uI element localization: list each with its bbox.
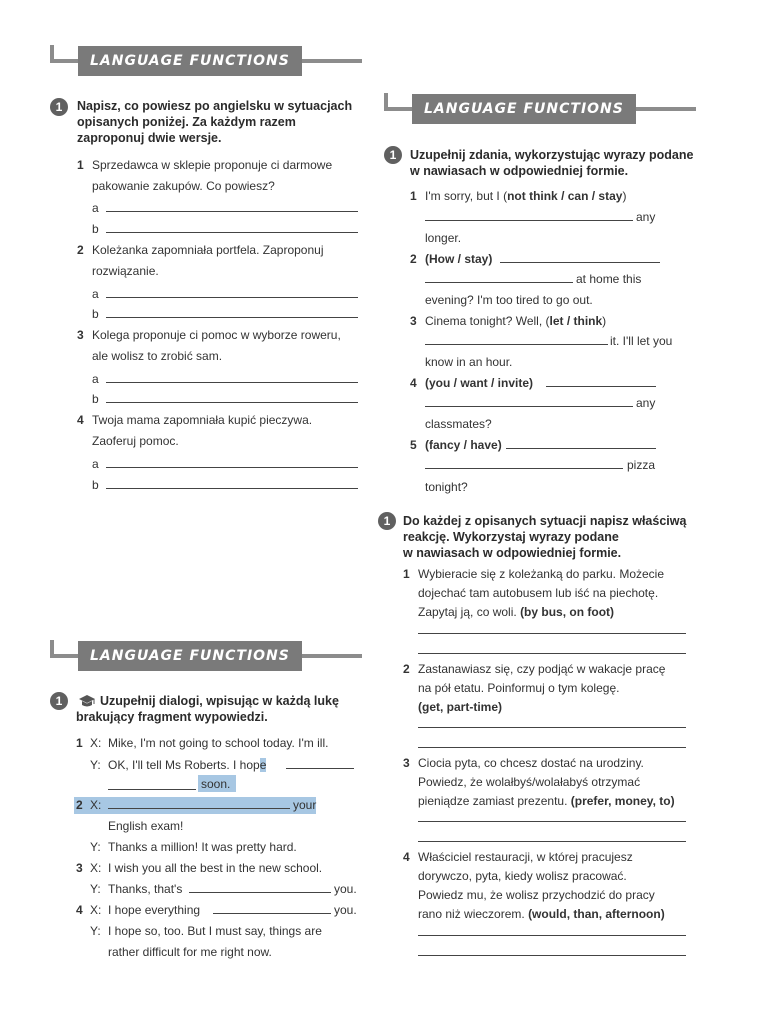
speaker-y: Y:: [90, 758, 101, 772]
answer-line[interactable]: [418, 633, 686, 634]
word-hint: (by bus, on foot): [520, 605, 615, 619]
section-header-3: [50, 640, 362, 674]
item-number: 1: [77, 158, 84, 172]
answer-line[interactable]: [106, 211, 358, 212]
item-text: Wybieracie się z koleżanką do parku. Możecie: [418, 567, 665, 581]
answer-line[interactable]: [106, 467, 358, 468]
item-text: rozwiązanie.: [92, 264, 159, 278]
word-hint: (prefer, money, to): [570, 794, 675, 808]
item-text-start: I'm sorry, but I (: [425, 189, 508, 203]
item-number: 2: [76, 798, 83, 812]
answer-line[interactable]: [106, 488, 358, 489]
item-text: dorywczo, pyta, kiedy wolisz pracować.: [418, 869, 627, 883]
speaker-x: X:: [90, 861, 102, 875]
answer-line[interactable]: [418, 727, 686, 728]
item-number: 1: [76, 736, 83, 750]
item-number: 4: [76, 903, 83, 917]
item-number: 4: [410, 376, 417, 390]
exercise-number-badge: 1: [378, 512, 396, 530]
answer-line[interactable]: [546, 386, 656, 387]
item-text: Twoja mama zapomniała kupić pieczywa.: [92, 413, 313, 427]
answer-line[interactable]: [418, 935, 686, 936]
answer-line[interactable]: [506, 448, 656, 449]
item-number: 2: [77, 243, 84, 257]
speaker-y: Y:: [90, 840, 101, 854]
answer-line[interactable]: [286, 768, 354, 769]
highlighted-text: e: [259, 758, 267, 772]
item-text: [418, 907, 665, 921]
instruction-line: Do każdej z opisanych sytuacji napisz właściwą: [403, 514, 687, 528]
item-number: 3: [403, 756, 410, 770]
item-number: 2: [403, 662, 410, 676]
dialogue-text: you.: [334, 882, 357, 896]
answer-line[interactable]: [418, 653, 686, 654]
section-header-2: [384, 93, 696, 127]
word-hint: (fancy / have): [425, 438, 502, 452]
answer-line[interactable]: [425, 406, 633, 407]
speaker-y: Y:: [90, 882, 101, 896]
answer-line[interactable]: [108, 808, 290, 809]
word-hint: (How / stay): [425, 252, 493, 266]
item-text: Zaoferuj pomoc.: [92, 434, 179, 448]
item-text: any: [636, 396, 656, 410]
word-hint: not think / can / stay: [507, 189, 623, 203]
answer-line[interactable]: [106, 297, 358, 298]
item-number: 1: [410, 189, 417, 203]
word-hint: (get, part-time): [418, 700, 502, 714]
answer-label-a: a: [92, 287, 99, 301]
item-text: dojechać tam autobusem lub iść na piechotę.: [418, 586, 659, 600]
instruction-line: w nawiasach w odpowiedniej formie.: [410, 164, 629, 178]
item-number: 5: [410, 438, 417, 452]
dialogue-text: I hope so, too. But I must say, things are: [108, 924, 322, 938]
answer-line[interactable]: [418, 747, 686, 748]
item-text: Właściciel restauracji, w której pracujesz: [418, 850, 633, 864]
item-text: any: [636, 210, 656, 224]
exercise-number-badge: 1: [384, 146, 402, 164]
answer-label-a: a: [92, 201, 99, 215]
word-hint: (would, than, afternoon): [528, 907, 665, 921]
item-number: 3: [410, 314, 417, 328]
dialogue-line: I wish you all the best in the new school.: [108, 861, 323, 875]
item-number: 1: [403, 567, 410, 581]
dialogue-text: Thanks, that's: [108, 882, 183, 896]
item-text: Sprzedawca w sklepie proponuje ci darmowe: [92, 158, 333, 172]
item-text: classmates?: [425, 417, 492, 431]
dialogue-text: rather difficult for me right now.: [108, 945, 272, 959]
item-text: [425, 189, 626, 203]
header-title: LANGUAGE FUNCTIONS: [412, 94, 636, 124]
item-text: Powiedz mu, że wolisz przychodzić do pracy: [418, 888, 655, 902]
item-text-end: ): [622, 189, 627, 203]
dialogue-text: your: [293, 798, 317, 812]
item-number: 2: [410, 252, 417, 266]
answer-label-b: b: [92, 392, 99, 406]
item-text: longer.: [425, 231, 462, 245]
instruction-line: reakcję. Wykorzystaj wyrazy podane: [403, 530, 619, 544]
item-text-part: Zapytaj ją, co woli.: [418, 605, 517, 619]
instruction-line: Uzupełnij zdania, wykorzystując wyrazy podane: [410, 148, 694, 162]
item-number: 4: [77, 413, 84, 427]
item-text-part: rano niż wieczorem.: [418, 907, 525, 921]
dialogue-text: English exam!: [108, 819, 184, 833]
item-text: ale wolisz to zrobić sam.: [92, 349, 223, 363]
dialogue-text: you.: [334, 903, 357, 917]
item-text: Powiedz, że wolałbyś/wolałabyś otrzymać: [418, 775, 641, 789]
answer-line[interactable]: [425, 220, 633, 221]
answer-line[interactable]: [213, 913, 331, 914]
item-number: 4: [403, 850, 410, 864]
answer-line[interactable]: [106, 232, 358, 233]
answer-highlight[interactable]: [108, 797, 316, 814]
item-text: at home this: [576, 272, 642, 286]
answer-line[interactable]: [425, 468, 623, 469]
item-text: [418, 794, 675, 808]
item-text: pizza: [627, 458, 656, 472]
answer-line[interactable]: [106, 402, 358, 403]
answer-line[interactable]: [418, 821, 686, 822]
item-text: know in an hour.: [425, 355, 513, 369]
item-text: [418, 605, 614, 619]
exercise-number-badge: 1: [50, 692, 68, 710]
item-text: Kolega proponuje ci pomoc w wyborze roweru,: [92, 328, 341, 342]
item-number: 3: [77, 328, 84, 342]
answer-line[interactable]: [189, 892, 331, 893]
item-text: [425, 314, 606, 328]
exercise-1-instruction: [77, 98, 352, 146]
answer-line[interactable]: [418, 955, 686, 956]
item-text: na pół etatu. Poinformuj o tym kolegę.: [418, 681, 620, 695]
instruction-line: opisanych poniżej. Za każdym razem: [77, 115, 296, 129]
answer-line[interactable]: [425, 282, 573, 283]
answer-line[interactable]: [106, 317, 358, 318]
speaker-x: X:: [90, 903, 102, 917]
dialogue-line: [108, 758, 266, 772]
header-title: LANGUAGE FUNCTIONS: [78, 46, 302, 76]
item-text: pakowanie zakupów. Co powiesz?: [92, 179, 275, 193]
exercise-number-badge: 1: [50, 98, 68, 116]
instruction-line: zaproponuj dwie wersje.: [77, 131, 222, 145]
item-text: evening? I'm too tired to go out.: [425, 293, 593, 307]
dialogue-text: soon.: [201, 777, 231, 791]
answer-line[interactable]: [425, 344, 608, 345]
instruction-line: w nawiasach w odpowiedniej formie.: [403, 546, 622, 560]
header-title: LANGUAGE FUNCTIONS: [78, 641, 302, 671]
speaker-x: X:: [90, 736, 102, 750]
answer-label-a: a: [92, 457, 99, 471]
exercise-4-instruction: [76, 693, 339, 725]
answer-label-b: b: [92, 222, 99, 236]
instruction-line: brakujący fragment wypowiedzi.: [76, 710, 268, 724]
word-hint: (you / want / invite): [425, 376, 534, 390]
word-hint: let / think: [549, 314, 603, 328]
exercise-3-instruction: [403, 513, 686, 561]
speaker-y: Y:: [90, 924, 101, 938]
item-text-end: ): [602, 314, 607, 328]
item-number: 3: [76, 861, 83, 875]
item-text: it. I'll let you: [610, 334, 673, 348]
instruction-line: Uzupełnij dialogi, wpisując w każdą lukę: [100, 694, 339, 708]
item-text: tonight?: [425, 480, 468, 494]
dialogue-line: Thanks a million! It was pretty hard.: [108, 840, 297, 854]
answer-line[interactable]: [108, 789, 196, 790]
answer-label-a: a: [92, 372, 99, 386]
answer-label-b: b: [92, 478, 99, 492]
item-text-part: pieniądze zamiast prezentu.: [418, 794, 568, 808]
answer-line[interactable]: [106, 382, 358, 383]
speaker-x: X:: [90, 798, 102, 812]
instruction-line: Napisz, co powiesz po angielsku w sytuacjach: [77, 99, 353, 113]
answer-line[interactable]: [418, 841, 686, 842]
answer-label-b: b: [92, 307, 99, 321]
dialogue-line: Mike, I'm not going to school today. I'm ill.: [108, 736, 329, 750]
exercise-2-instruction: [410, 147, 693, 179]
answer-line[interactable]: [500, 262, 660, 263]
item-text: Koleżanka zapomniała portfela. Zaproponuj: [92, 243, 324, 257]
item-text: Zastanawiasz się, czy podjąć w wakacje pracę: [418, 662, 666, 676]
dialogue-text: OK, I'll tell Ms Roberts. I hop: [108, 758, 260, 772]
section-header-1: [50, 45, 362, 79]
item-text-start: Cinema tonight? Well, (: [425, 314, 550, 328]
dialogue-text: I hope everything: [108, 903, 201, 917]
item-text: Ciocia pyta, co chcesz dostać na urodziny.: [418, 756, 644, 770]
